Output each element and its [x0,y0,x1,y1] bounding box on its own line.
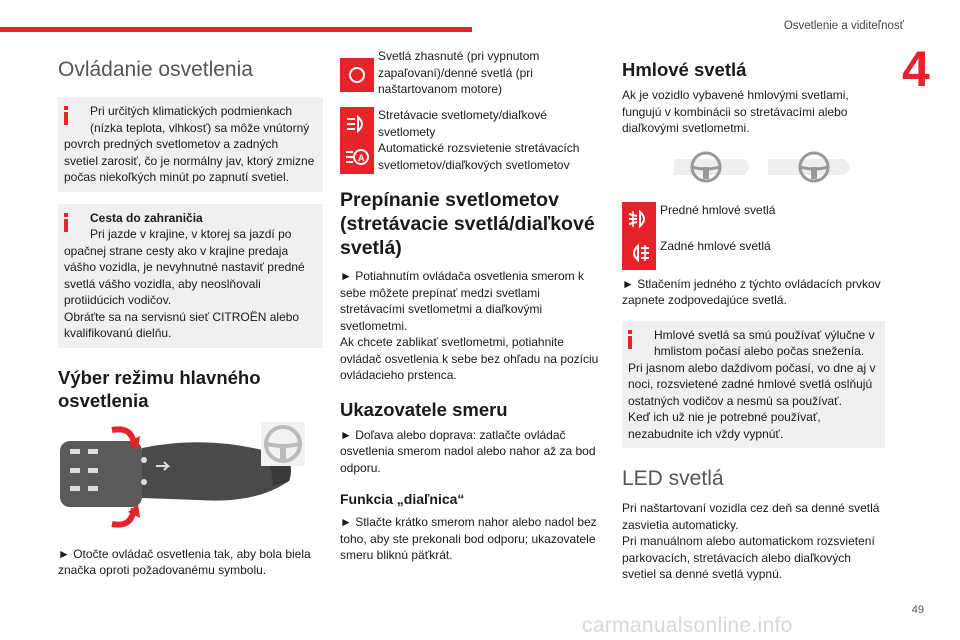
info-box-condensation [58,97,323,192]
led-paragraph-2: Pri manuálnom alebo automatickom rozsvietení parkovacích, stretávacích alebo diaľkových svetiel sa denné svetlá vypnú. [622,534,875,581]
switching-paragraph-2: Ak chcete zablikať svetlometmi, potiahnite ovládač osvetlenia k sebe bez ohľadu na pozíciu ovládacieho prstenca. [340,335,599,382]
fog-paragraph: Ak je vozidlo vybavené hmlovými svetlami, fungujú v kombinácii so stretávacími alebo diaľkovými svetlometmi. [622,88,849,135]
info-icon [64,106,68,125]
info-icon [64,213,68,232]
section-title-lighting-control: Ovládanie osvetlenia [58,58,253,81]
auto-lights-icon [340,140,374,174]
indicators-paragraph: ► Doľava alebo doprava: zatlačte ovládač osvetlenia smerom nadol alebo nahor až za bod odporu. [340,427,596,475]
rear-fog-label: Zadné hmlové svetlá [660,238,771,253]
info-box-fog-usage [622,321,885,449]
section-title-led: LED svetlá [622,467,724,490]
lighting-stalk-illustration [58,424,308,528]
fog-action-paragraph: ► Stlačením jedného z týchto ovládacích prvkov zapnete zodpovedajúce svetlá. [622,276,881,307]
info-text-rest: opačnej strane cesty ako v krajine predaja vášho vozidla, je nevyhnutné nastaviť predné svetlá vášho vozidla, aby neoslňovali protiidúcich vodičov. [64,243,305,307]
icon-text-lights-off: Svetlá zhasnuté (pri vypnutom zapaľovaní)/denné svetlá (pri naštartovanom motore) [378,49,540,96]
column-left [58,48,323,579]
info-text-service: Obráťte sa na servisnú sieť CITROËN alebo kvalifikovanú dielňu. [64,309,300,340]
icon-row-front-fog [622,202,885,236]
icon-text-main-beam: Stretávacie svetlomety/diaľkové svetlomety [378,108,547,139]
icon-row-auto-lights [340,140,606,174]
info-text-rest: Pri jasnom alebo daždivom počasí, vo dne aj v noci, rozsvietené zadné hmlové svetlá oslňujú ostatných vodičov a nesmú sa používať. [628,360,876,408]
rear-fog-icon [622,236,656,270]
section-title-main-lighting: Výber režimu hlavného osvetlenia [58,366,261,411]
caption-rotate-control: ► Otočte ovládač osvetlenia tak, aby bola biela značka oproti požadovanému symbolu. [58,546,311,577]
led-paragraph-1: Pri naštartovaní vozidla cez deň sa denné svetlá zasvietia automaticky. [622,501,880,532]
front-fog-icon [622,202,656,236]
icon-text-auto-lights: Automatické rozsvietenie stretávacích svetlometov/diaľkových svetlometov [378,141,580,172]
switching-paragraph-1: ► Potiahnutím ovládača osvetlenia smerom k sebe môžete prepínať medzi svetlami stretávacími svetlometmi a diaľkovými svetlometmi. [340,269,584,333]
info-text-switch-off: Keď ich už nie je potrebné používať, nezabudnite ich vždy vypnúť. [628,410,821,441]
info-icon [628,330,632,349]
section-title-motorway: Funkcia „diaľnica“ [340,491,465,507]
fog-control-drawing [674,147,864,187]
icon-row-rear-fog [622,236,885,270]
info-box-abroad [58,204,323,348]
section-title-switching: Prepínanie svetlometov (stretávacie svetlá/diaľkové svetlá) [340,189,595,259]
watermark: carmanualsonline.info [582,614,793,637]
info-text-first: Pri určitých klimatických podmienkach (nízka teplota, vlhkosť) sa môže vnútorný [90,104,310,135]
front-fog-label: Predné hmlové svetlá [660,202,776,217]
header-accent-bar [0,27,472,32]
column-middle [340,48,606,564]
steering-wheel-icon [261,422,305,466]
section-title-fog: Hmlové svetlá [622,59,747,80]
column-right [622,48,885,583]
main-beam-icon [340,107,374,141]
motorway-paragraph: ► Stlačte krátko smerom nahor alebo nadol bez toho, aby ste prekonali bod odporu; ukazovatele smeru bliknú päťkrát. [340,515,597,562]
section-title-indicators: Ukazovatele smeru [340,398,508,420]
info-text-first: Hmlové svetlá sa smú používať výlučne v hmlistom počasí alebo počas sneženía. [654,327,875,358]
info-title: Cesta do zahraničia [90,210,203,225]
chapter-number: 4 [902,41,930,97]
info-text-first: Pri jazde v krajine, v ktorej sa jazdí po [90,227,292,241]
icon-row-main-beam [340,107,606,140]
info-text-rest: povrch predných svetlometov a zadných svetiel zarosiť, čo je normálny jav, ktorý zmizne počas niekoľkých minút po zapnutí svetiel. [64,137,315,184]
svg-text:A: A [358,153,365,163]
lights-off-icon [340,58,374,92]
header-title: Osvetlenie a viditeľnosť [783,20,904,32]
fog-controls-illustration [622,147,885,187]
icon-row-lights-off [340,48,606,99]
page-number: 49 [911,604,924,616]
